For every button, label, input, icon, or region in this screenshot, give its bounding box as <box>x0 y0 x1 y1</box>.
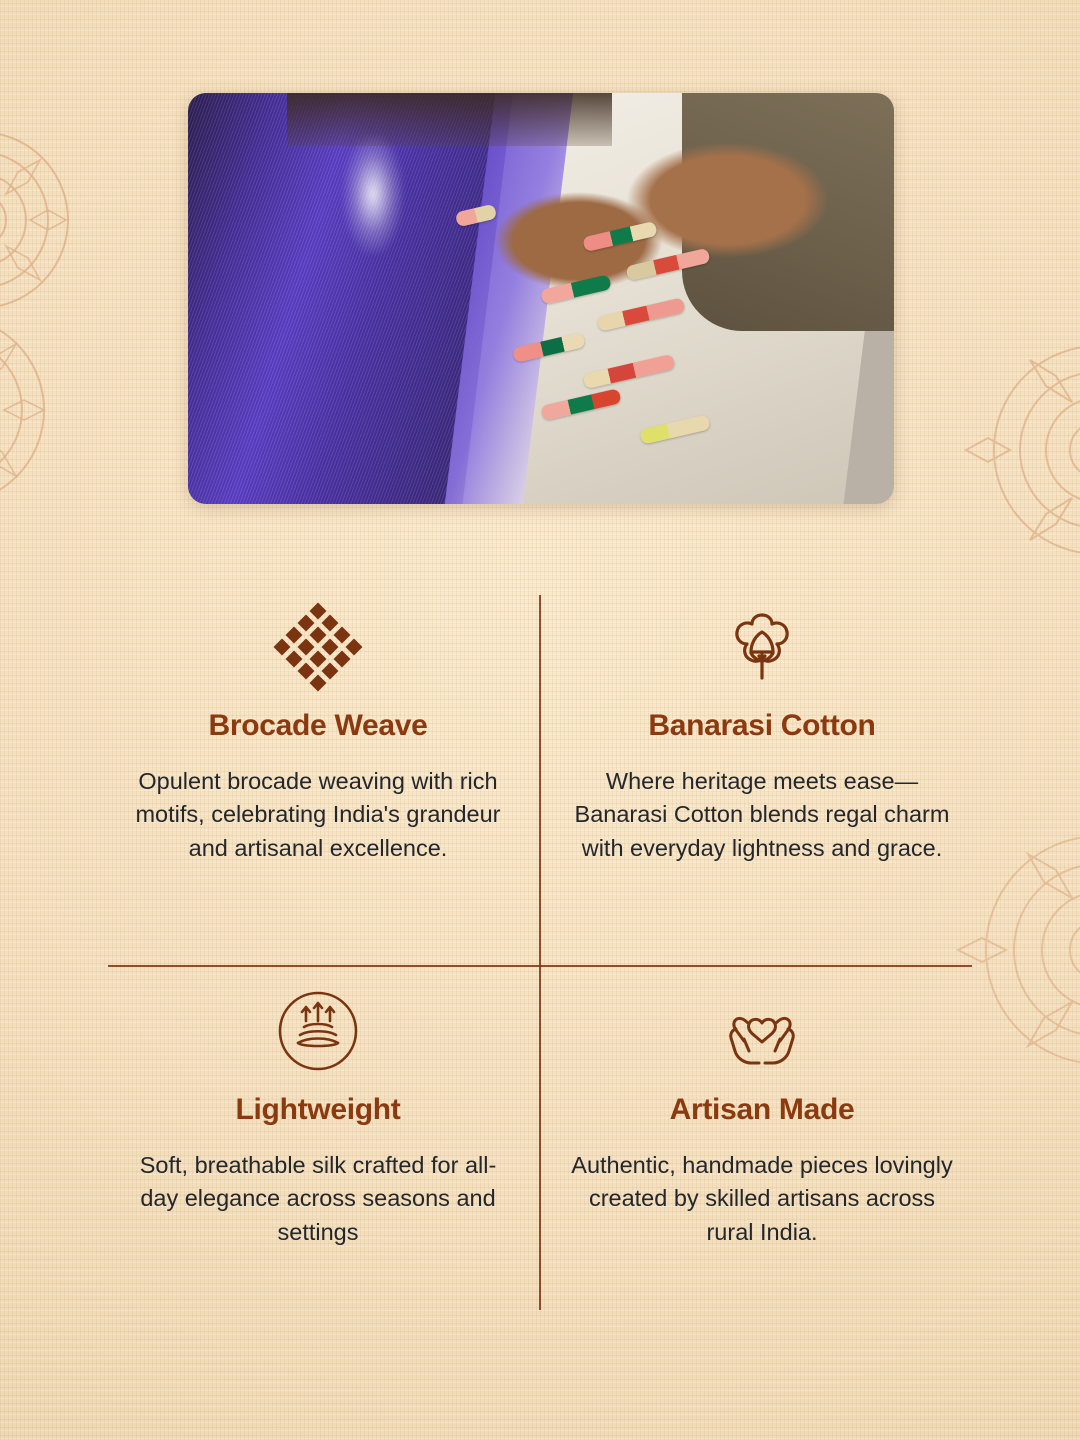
cotton-boll-icon <box>552 599 972 695</box>
feature-description: Authentic, handmade pieces lovingly created by skilled artisans across rural India. <box>571 1152 953 1245</box>
horizontal-divider <box>108 965 972 967</box>
feature-description: Opulent brocade weaving with rich motifs, celebrating India's grandeur and artisanal excellence. <box>135 768 501 861</box>
feature-title: Banarasi Cotton <box>648 709 876 742</box>
brocade-weave-icon <box>108 599 528 695</box>
feature-description: Soft, breathable silk crafted for all-day elegance across seasons and settings <box>139 1152 497 1245</box>
feature-title: Artisan Made <box>669 1093 855 1126</box>
feature-title: Brocade Weave <box>208 709 428 742</box>
feature-title: Lightweight <box>235 1093 401 1126</box>
features-grid <box>108 585 972 1320</box>
feature-card-banarasi-cotton <box>552 599 972 865</box>
hands-heart-icon <box>552 983 972 1079</box>
handloom-weaving-photo <box>188 93 894 504</box>
feature-card-brocade-weave <box>108 599 528 865</box>
silk-highlight <box>343 134 403 254</box>
lightweight-fabric-icon <box>108 983 528 1079</box>
feature-card-lightweight <box>108 983 528 1249</box>
feature-card-artisan-made <box>552 983 972 1249</box>
vertical-divider <box>539 595 541 1310</box>
hero-image <box>188 93 894 504</box>
feature-description: Where heritage meets ease—Banarasi Cotton blends regal charm with everyday lightness and grace. <box>574 768 950 861</box>
